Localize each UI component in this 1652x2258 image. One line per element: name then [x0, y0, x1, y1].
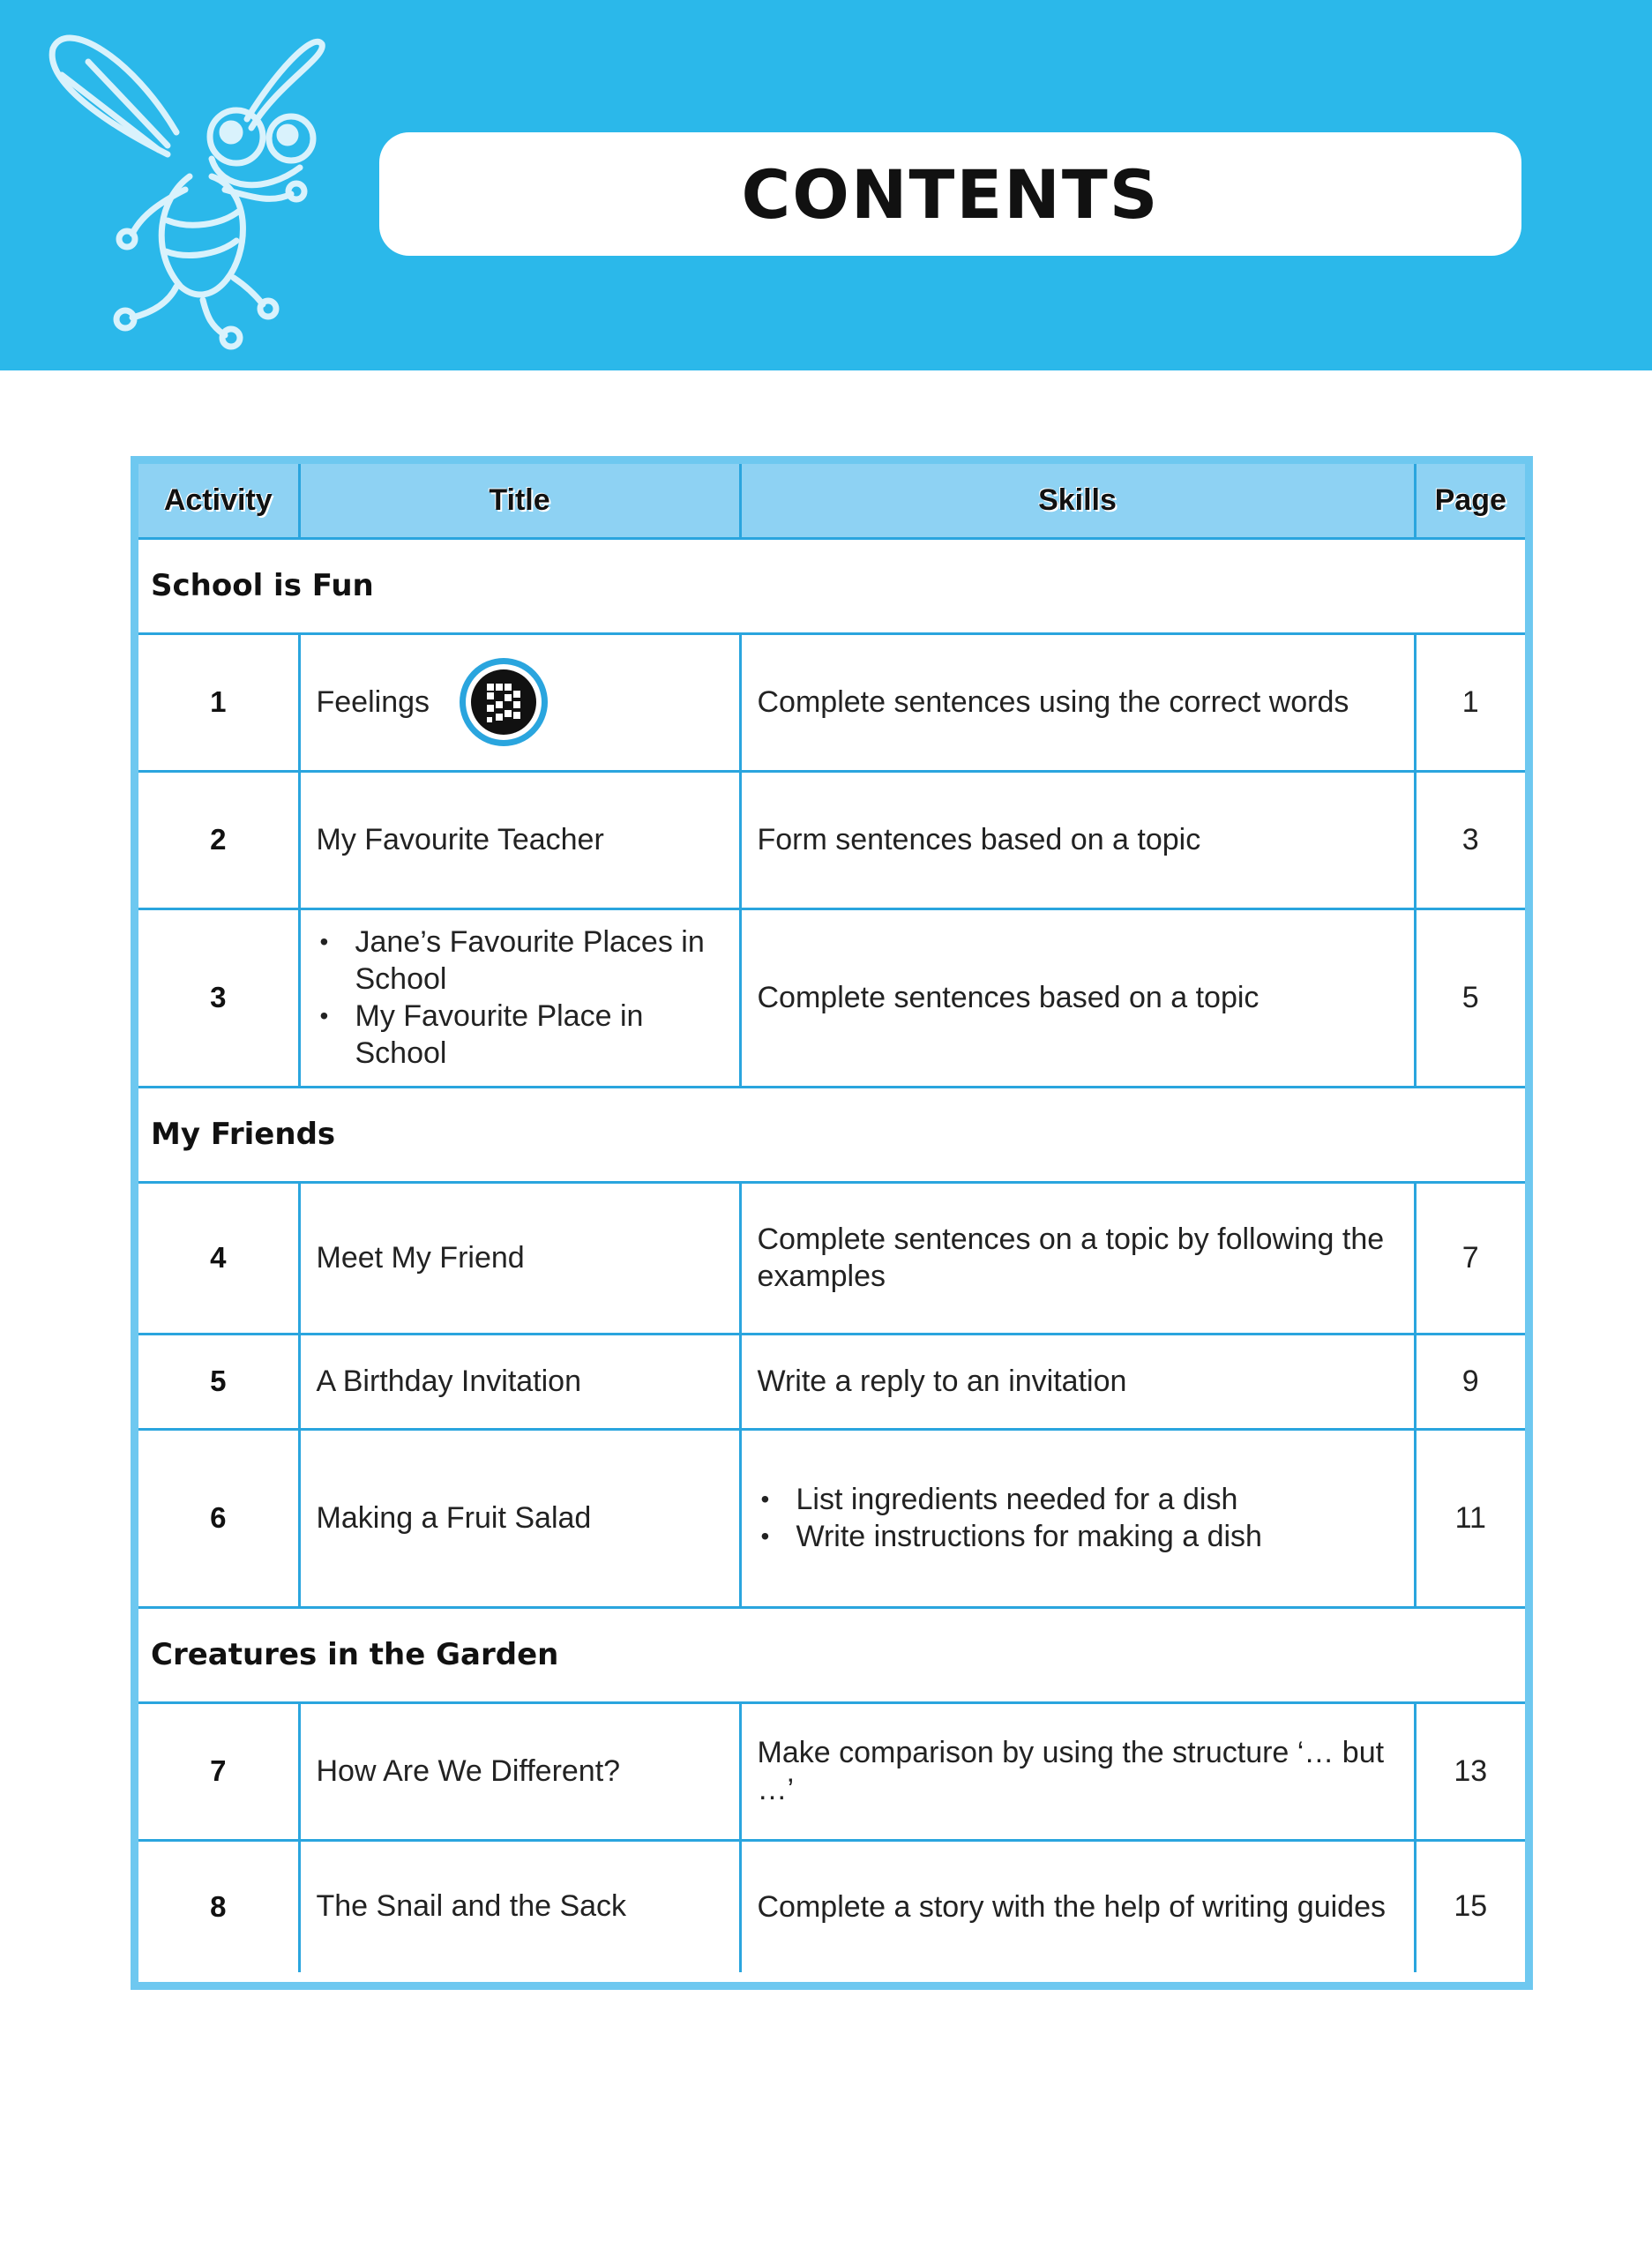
activity-skills-cell [740, 1429, 1415, 1607]
section-row [138, 1087, 1525, 1182]
title-bullet-item: • Jane’s Favourite Places in School [317, 923, 727, 998]
activity-page: 13 [1415, 1702, 1525, 1840]
activity-number: 4 [138, 1182, 299, 1334]
header-skills: Skills [740, 464, 1415, 538]
table-row [138, 1182, 1525, 1334]
activity-page: 11 [1415, 1429, 1525, 1607]
activity-number: 6 [138, 1429, 299, 1607]
activity-skills: Form sentences based on a topic [740, 771, 1415, 908]
table-row [138, 633, 1525, 771]
header-title: Title [299, 464, 740, 538]
activity-skills: Write a reply to an invitation [740, 1334, 1415, 1429]
activity-number: 2 [138, 771, 299, 908]
activity-title-cell [299, 908, 740, 1087]
activity-page: 7 [1415, 1182, 1525, 1334]
header-activity: Activity [138, 464, 299, 538]
bee-mascot-icon [35, 22, 335, 357]
table-row [138, 908, 1525, 1087]
section-row [138, 1607, 1525, 1702]
contents-table [138, 464, 1525, 1972]
activity-title-cell [299, 633, 740, 771]
activity-title: Meet My Friend [299, 1182, 740, 1334]
skills-bullet-list [758, 1481, 1402, 1555]
activity-title: Feelings [316, 684, 430, 719]
activity-title: My Favourite Teacher [299, 771, 740, 908]
activity-page: 3 [1415, 771, 1525, 908]
activity-title: How Are We Different? [299, 1702, 740, 1840]
activity-skills: Make comparison by using the structure ‘… but …’ [740, 1702, 1415, 1840]
activity-number: 7 [138, 1702, 299, 1840]
table-row [138, 1840, 1525, 1972]
title-bullet-list [317, 923, 727, 1072]
activity-title: The Snail and the Sack [299, 1840, 740, 1972]
table-row [138, 1702, 1525, 1840]
section-title: Creatures in the Garden [138, 1607, 1525, 1702]
activity-title: A Birthday Invitation [299, 1334, 740, 1429]
activity-number: 5 [138, 1334, 299, 1429]
title-bullet-item: • My Favourite Place in School [317, 998, 727, 1072]
header-band [0, 0, 1652, 370]
activity-number: 8 [138, 1840, 299, 1972]
activity-skills: Complete sentences using the correct words [740, 633, 1415, 771]
section-row [138, 538, 1525, 633]
digital-resource-icon[interactable] [460, 658, 548, 746]
title-box [379, 132, 1521, 256]
activity-title: Making a Fruit Salad [299, 1429, 740, 1607]
activity-page: 9 [1415, 1334, 1525, 1429]
activity-page: 15 [1415, 1840, 1525, 1972]
activity-skills: Complete sentences based on a topic [740, 908, 1415, 1087]
table-row [138, 1429, 1525, 1607]
skills-bullet-item: • Write instructions for making a dish [758, 1518, 1402, 1555]
page-title: CONTENTS [741, 154, 1160, 234]
header-row [138, 464, 1525, 538]
skills-bullet-item: • List ingredients needed for a dish [758, 1481, 1402, 1518]
section-title: School is Fun [138, 538, 1525, 633]
table-row [138, 1334, 1525, 1429]
contents-table-frame [131, 456, 1533, 1990]
activity-skills: Complete a story with the help of writing guides [740, 1840, 1415, 1972]
activity-page: 1 [1415, 633, 1525, 771]
activity-number: 1 [138, 633, 299, 771]
table-row [138, 771, 1525, 908]
section-title: My Friends [138, 1087, 1525, 1182]
activity-number: 3 [138, 908, 299, 1087]
activity-skills: Complete sentences on a topic by following the examples [740, 1182, 1415, 1334]
header-page: Page [1415, 464, 1525, 538]
activity-page: 5 [1415, 908, 1525, 1087]
